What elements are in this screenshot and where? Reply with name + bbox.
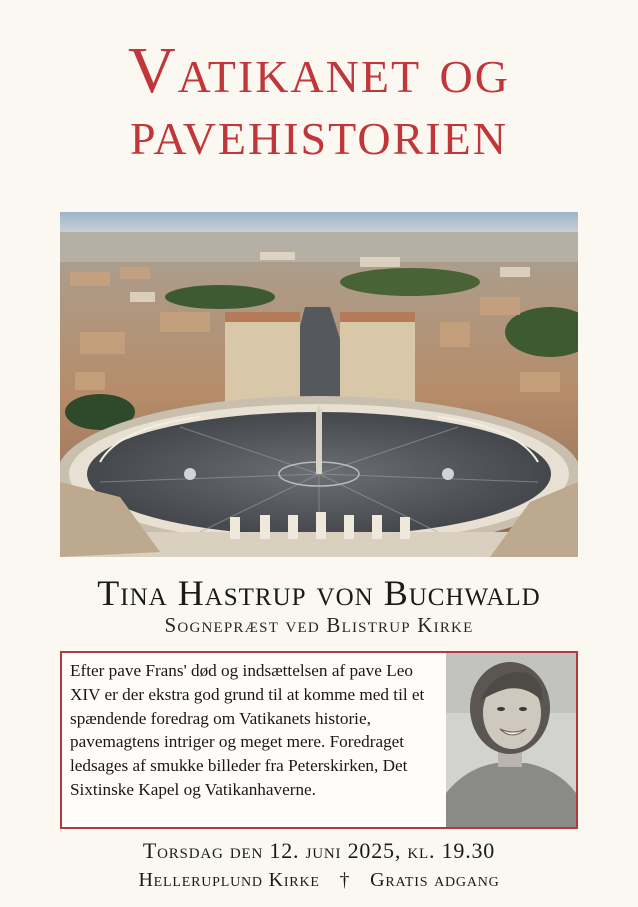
title-line-2: pavehistorien bbox=[130, 96, 508, 169]
description-box bbox=[60, 651, 578, 829]
title-line-1: Vatikanet og bbox=[128, 34, 510, 107]
poster-title bbox=[0, 34, 638, 169]
event-date-time: Torsdag den 12. juni 2025, kl. 19.30 bbox=[142, 838, 496, 863]
speaker-name: Tina Hastrup von Buchwald bbox=[97, 573, 541, 613]
speaker-role: Sognepræst ved Blistrup Kirke bbox=[164, 613, 474, 637]
event-venue-line bbox=[0, 869, 638, 892]
st-peters-square-photo bbox=[60, 212, 578, 557]
speaker-portrait bbox=[446, 653, 576, 827]
description-text: Efter pave Frans' død og indsættelsen af pave Leo XIV er der ekstra god grund til at komme med til et spændende foredrag om Vatikanets historie, pavemagtens intriger og meget mere. Foredraget ledsages af smukke billeder fra Peterskirken, Det Sixtinske Kapel og Vatikanhaverne. bbox=[70, 661, 425, 799]
event-venue: Helleruplund Kirke bbox=[138, 869, 320, 891]
event-admission: Gratis adgang bbox=[370, 869, 500, 891]
cross-icon: † bbox=[339, 869, 351, 891]
